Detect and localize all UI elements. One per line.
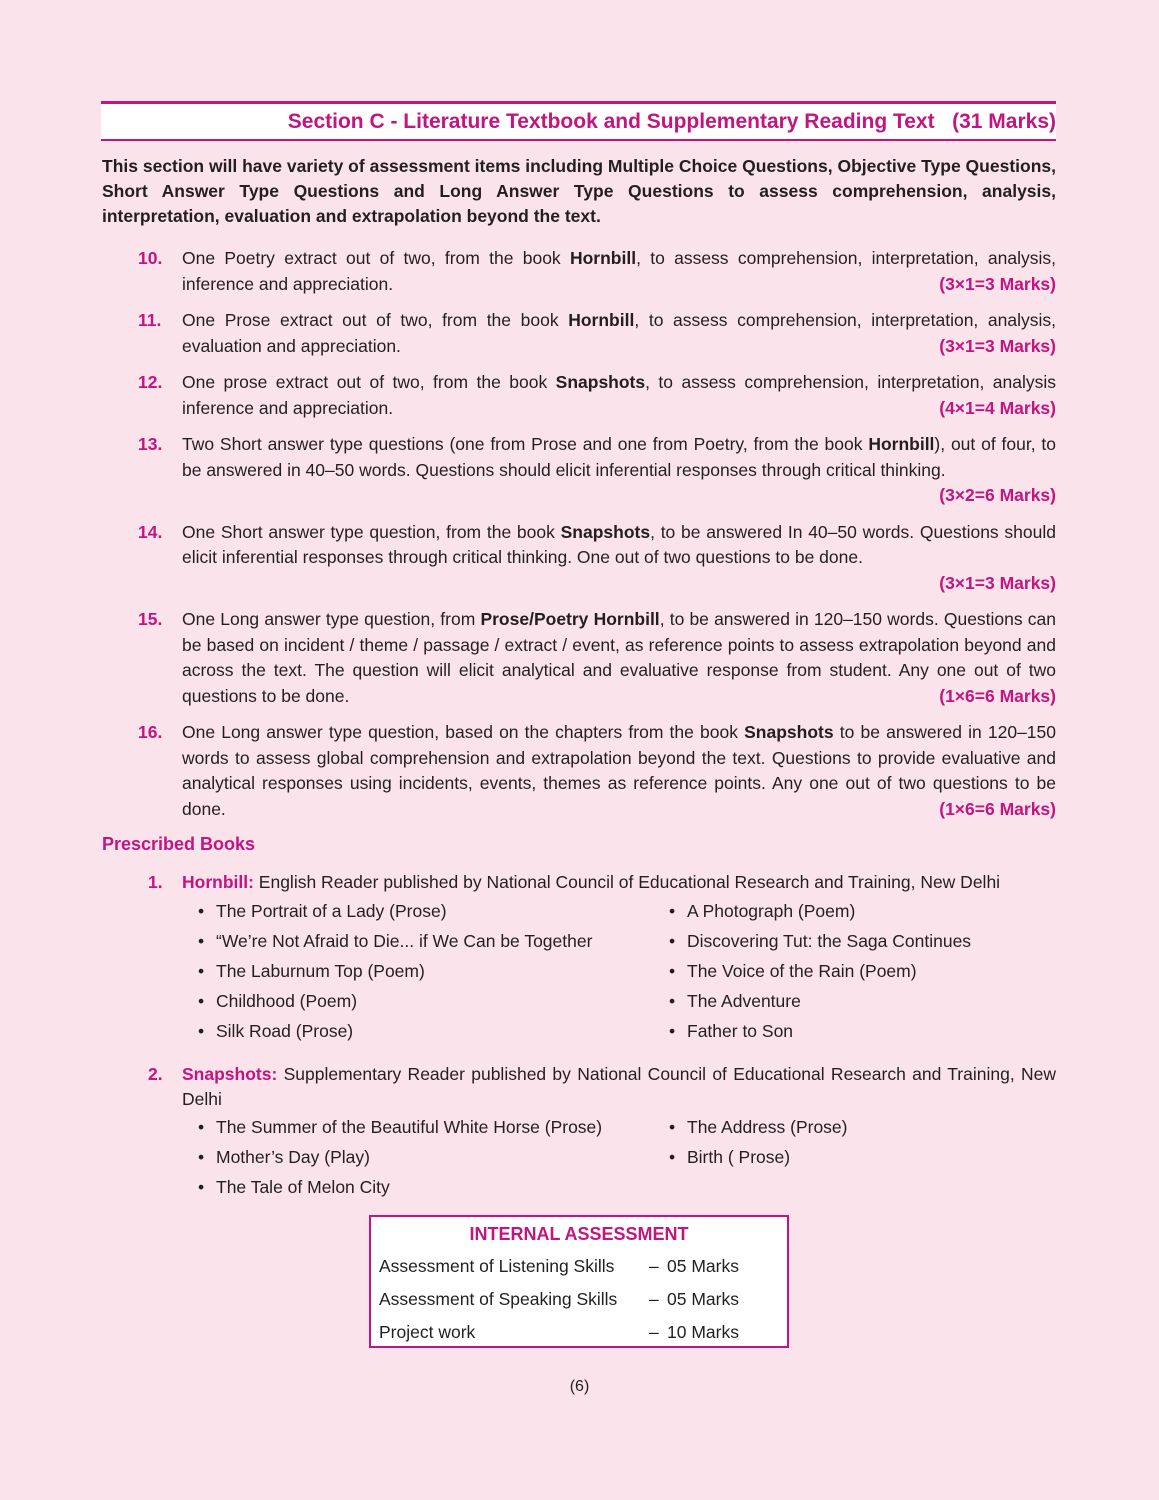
chapter-item: • A Photograph (Poem) [669, 901, 856, 921]
question-text: One prose extract out of two, from the book [182, 372, 556, 392]
question-marks: (3×1=3 Marks) [939, 572, 1056, 593]
question-list [102, 246, 1056, 833]
question-item [102, 246, 1056, 297]
book-name: Hornbill [868, 434, 935, 454]
assessment-dash: – [649, 1256, 659, 1276]
chapter-item: • Silk Road (Prose) [198, 1021, 354, 1041]
question-item [102, 432, 1056, 509]
chapter-item: • The Summer of the Beautiful White Horse (Prose) [198, 1117, 603, 1137]
question-text: One Long answer type question, from [182, 609, 481, 629]
question-text: to be answered in 120–150 words to assess global comprehension and extrapolation beyond the text. Questions to provide evaluative and analytical responses using incidents, events, themes as reference points. Any one out of two questions to be done. [182, 722, 1056, 819]
book-entry [102, 870, 1056, 895]
question-text: , to be answered In 40–50 words. Questions should elicit inferential responses through critical thinking. One out of two questions to be done. [182, 521, 1056, 567]
prescribed-books-heading: Prescribed Books [102, 834, 256, 854]
question-item [102, 370, 1056, 421]
chapter-item: • The Voice of the Rain (Poem) [669, 961, 917, 981]
question-number: 11. [138, 310, 162, 330]
question-text: One Short answer type question, from the book [182, 521, 561, 542]
chapter-item: • Discovering Tut: the Saga Continues [669, 931, 972, 951]
question-text: One Long answer type question, based on the chapters from the book [182, 722, 745, 742]
question-item [102, 520, 1056, 597]
book-title: Hornbill: [182, 872, 254, 892]
question-text: One Prose extract out of two, from the book [182, 310, 569, 330]
question-text: , to assess comprehension, interpretation, analysis, inference and appreciation. [182, 248, 1056, 294]
section-intro: This section will have variety of assessment items including Multiple Choice Questions, Objective Type Questions, Short Answer Type Questions and Long Answer Type Questions to assess comprehension, analysis, interpretation, evaluation and extrapolation beyond the text. [102, 156, 1056, 226]
question-number: 14. [138, 521, 163, 542]
page-number: (6) [569, 1378, 590, 1395]
book-number: 1. [148, 872, 163, 892]
question-item [102, 720, 1056, 822]
section-title: Section C - Literature Textbook and Supplementary Reading Text (31 Marks) [287, 110, 1056, 133]
book-description: English Reader published by National Council of Educational Research and Training, New Delhi [253, 872, 1001, 892]
chapter-item: • The Tale of Melon City [198, 1177, 390, 1197]
assessment-marks: 05 Marks [667, 1289, 739, 1309]
book-description: Supplementary Reader published by National Council of Educational Research and Training, New Delhi [182, 1064, 1056, 1109]
book-name: Prose/Poetry Hornbill [480, 609, 660, 629]
internal-assessment-box [369, 1215, 789, 1348]
question-text: Two Short answer type questions (one from Prose and one from Poetry, from the book [182, 434, 869, 454]
assessment-label: Assessment of Listening Skills [379, 1256, 615, 1276]
book-name: Hornbill [568, 310, 635, 330]
question-item [102, 308, 1056, 359]
question-marks: (1×6=6 Marks) [939, 798, 1056, 819]
chapter-item: • Birth ( Prose) [669, 1147, 791, 1167]
question-text: , to be answered in 120–150 words. Questions can be based on incident / theme / passage / extract / event, as reference points to assess extrapolation beyond and across the text. The question will elicit analytical and evaluative response from student. Any one out of two questions to be done. [182, 609, 1057, 706]
book-title: Snapshots: [182, 1064, 278, 1084]
assessment-dash: – [649, 1289, 659, 1309]
section-header [101, 101, 1056, 141]
chapter-item: • The Address (Prose) [669, 1117, 848, 1137]
question-text: ), out of four, to be answered in 40–50 words. Questions should elicit inferential responses through critical thinking. [182, 434, 1056, 480]
question-number: 10. [138, 248, 163, 268]
question-marks: (4×1=4 Marks) [939, 397, 1056, 418]
book-name: Snapshots [744, 722, 834, 742]
chapter-item: • The Laburnum Top (Poem) [198, 961, 425, 981]
book-entry [102, 1062, 1056, 1112]
chapter-item: • Mother’s Day (Play) [198, 1147, 370, 1167]
question-marks: (1×6=6 Marks) [939, 685, 1056, 706]
book-name: Hornbill [569, 248, 637, 268]
book-number: 2. [148, 1064, 163, 1084]
assessment-marks: 05 Marks [667, 1256, 739, 1276]
chapter-item: • Childhood (Poem) [198, 991, 358, 1011]
question-number: 15. [138, 609, 163, 629]
assessment-label: Assessment of Speaking Skills [379, 1289, 618, 1309]
chapter-item: • The Portrait of a Lady (Prose) [198, 901, 447, 921]
question-number: 13. [138, 434, 163, 454]
chapter-item: • “We’re Not Afraid to Die... if We Can be Together [198, 931, 593, 951]
book-name: Snapshots [555, 372, 646, 392]
question-text: , to assess comprehension, interpretation, analysis, evaluation and appreciation. [182, 310, 1056, 356]
internal-assessment-title: INTERNAL ASSESSMENT [469, 1224, 689, 1244]
question-number: 16. [138, 722, 163, 742]
chapter-item: • The Adventure [669, 991, 801, 1011]
question-marks: (3×2=6 Marks) [939, 485, 1056, 505]
assessment-dash: – [649, 1322, 659, 1342]
chapter-item: • Father to Son [669, 1021, 794, 1041]
question-number: 12. [138, 372, 163, 392]
assessment-marks: 10 Marks [667, 1322, 739, 1342]
question-text: One Poetry extract out of two, from the book [182, 248, 570, 268]
question-text: , to assess comprehension, interpretation, analysis inference and appreciation. [182, 372, 1057, 418]
question-item [102, 607, 1056, 709]
question-marks: (3×1=3 Marks) [939, 273, 1056, 294]
assessment-label: Project work [379, 1322, 476, 1342]
question-marks: (3×1=3 Marks) [939, 335, 1056, 356]
book-name: Snapshots [560, 521, 651, 542]
